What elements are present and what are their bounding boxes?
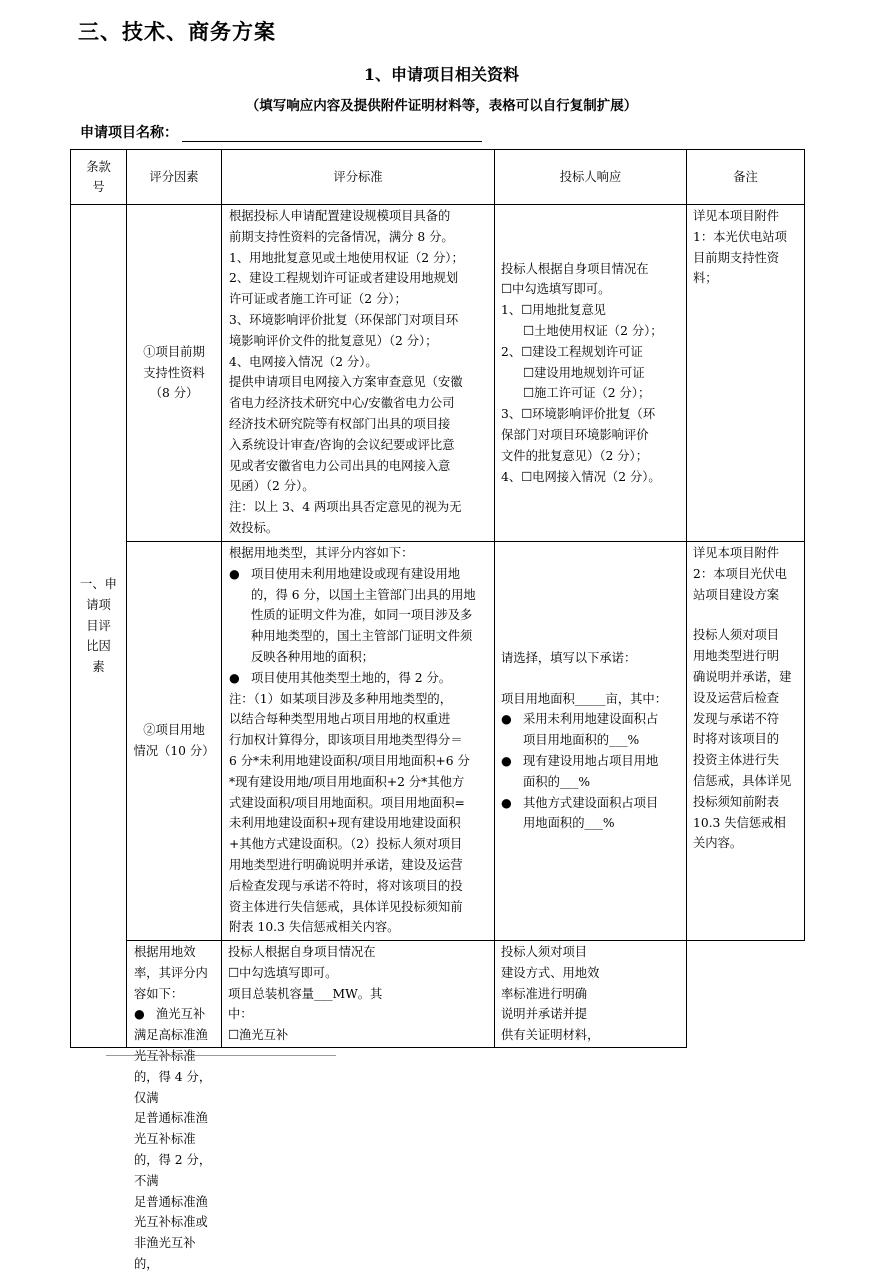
bullet-icon: ●: [134, 1007, 145, 1022]
response-line: 文件的批复意见）（2 分）；: [501, 448, 648, 463]
response-bullet-text: [523, 751, 680, 793]
standard-line: 入系统设计审查/咨询的会议纪要或评比意: [229, 437, 455, 452]
factor-text: [131, 342, 217, 404]
header-standard: 评分标准: [222, 150, 495, 205]
remarks-line: 说明并承诺并提: [501, 1007, 588, 1022]
factor-line: 支持性资料: [143, 365, 205, 380]
standard-bullet: [229, 668, 490, 689]
standard-bullet-line: 的，得 6 分，以国土主管部门出具的用地: [251, 587, 476, 602]
standard-bullets: [229, 564, 490, 689]
remarks-cell-preliminary: [687, 205, 805, 542]
standard-line: 根据投标人申请配置建设规模项目具备的: [229, 209, 451, 223]
standard-note-line: 行加权计算得分，即该项目用地类型得分＝: [229, 733, 463, 748]
standard-line: 见函）（2 分）。: [229, 479, 315, 494]
standard-line: 效投标。: [229, 520, 279, 535]
remarks-line: 投标须知前附表: [693, 794, 780, 809]
table-row: [71, 205, 805, 542]
table-row: [71, 941, 805, 1048]
standard-line: 注：以上 3、4 两项出具否定意见的视为无: [229, 500, 462, 515]
bullet-icon: ●: [501, 754, 512, 768]
table-header-row: [71, 150, 805, 205]
remarks-text: [501, 942, 680, 1046]
remarks-line: 详见本项目附件: [693, 546, 780, 560]
remarks-line: 供有关证明材料，: [501, 1028, 600, 1043]
response-bullets: [501, 709, 680, 834]
standard-line: 足普通标准渔光互补标准或非渔光互补的，: [134, 1194, 208, 1271]
response-line: 投标人根据自身项目情况在: [228, 945, 376, 959]
standard-bullet-line: 反映各种用地的面积；: [251, 649, 374, 664]
response-bullet-line: 面积的___%: [523, 774, 591, 789]
remarks-line: 目前期支持性资: [693, 250, 780, 265]
standard-note-line: 式建设面积/项目用地面积。项目用地面积=: [229, 795, 465, 810]
project-name-label: 申请项目名称：: [80, 125, 178, 141]
remarks-line: 1：本光伏电站项: [693, 229, 787, 244]
standard-bullet-line: 项目使用其他类型土地的，得 2 分。: [251, 670, 452, 685]
remarks-line: 站项目建设方案: [693, 587, 780, 602]
bullet-icon: ●: [501, 712, 512, 727]
document-title: 1、申请项目相关资料: [363, 65, 520, 84]
remarks-line: 2：本项目光伏电: [693, 566, 787, 581]
response-bullet-line: 现有建设用地占项目用地: [523, 754, 659, 768]
response-line: 3、☐环境影响评价批复（环: [501, 407, 656, 422]
remarks-line: 率标准进行明确: [501, 986, 588, 1001]
response-line: 项目总装机容量___MW。其: [228, 986, 383, 1001]
remarks-line: 投资主体进行失: [693, 753, 780, 768]
standard-line: 足普通标准渔光互补标准的，得 2 分，不满: [134, 1111, 212, 1188]
response-bullet-line: 采用未利用地建设面积占: [523, 712, 659, 727]
standard-note: [229, 689, 490, 939]
standard-bullet: [229, 564, 490, 668]
remarks-text: [693, 206, 798, 289]
clause-number-line: 比因: [86, 639, 111, 654]
standard-line: 4、电网接入情况（2 分）。: [229, 354, 378, 369]
response-line: 中：: [228, 1007, 253, 1022]
response-intro: 请选择，填写以下承诺：: [501, 650, 637, 665]
standard-line: 满足高标准渔光互补标准的，得 4 分，仅满: [134, 1028, 212, 1105]
response-line: ☐土地使用权证（2 分）；: [523, 324, 663, 338]
response-bullet-text: [523, 709, 680, 751]
response-line: 投标人根据自身项目情况在: [501, 261, 649, 276]
standard-note-line: 以结合每种类型用地占项目用地的权重进: [229, 712, 451, 727]
standard-note-line: 注：（1）如某项目涉及多种用地类型的，: [229, 691, 453, 706]
remarks-line: 投标人须对项目: [501, 945, 588, 959]
response-bullet: [501, 751, 680, 793]
response-bullet-line: 项目用地面积的___%: [523, 733, 640, 748]
page-footer-mark: [106, 1055, 336, 1062]
remarks-line: 用地类型进行明: [693, 649, 780, 664]
factor-cell-land-use: [127, 542, 222, 941]
response-line: ☐建设用地规划许可证: [523, 365, 645, 380]
standard-line: 境影响评价文件的批复意见）（2 分）；: [229, 333, 438, 348]
response-bullet-line: 用地面积的___%: [523, 816, 615, 831]
response-line: 1、☐用地批复意见: [501, 303, 606, 318]
response-cell-preliminary[interactable]: [495, 205, 687, 542]
remarks-line: 10.3 失信惩戒相: [693, 815, 786, 830]
response-line: ☐施工许可证（2 分）；: [523, 386, 651, 401]
factor-line: ①项目前期: [143, 344, 205, 359]
standard-note-line: +其他方式建设面积。（2）投标人须对项目: [229, 837, 463, 852]
standard-bullet-line: 项目使用未利用地建设或现有建设用地: [251, 566, 461, 581]
standard-cell-land-use: [222, 542, 495, 941]
bullet-icon: ●: [229, 566, 240, 581]
project-name-blank[interactable]: [182, 127, 482, 142]
standard-cell-preliminary: [222, 205, 495, 542]
standard-bullet-line: 种用地类型的，国土主管部门证明文件须: [251, 629, 473, 644]
standard-note-line: 6 分*未利用地建设面积/项目用地面积+6 分: [229, 753, 470, 768]
standard-note-line: 后检查发现与承诺不符时，将对该项目的投: [229, 878, 463, 893]
standard-intro: 根据用地效率，其评分内容如下：: [134, 945, 208, 1001]
response-bullet: [501, 709, 680, 751]
clause-number-text: [75, 574, 122, 678]
standard-line: 省电力经济技术研究中心/安徽省电力公司: [229, 396, 455, 411]
standard-intro: 根据用地类型，其评分内容如下：: [229, 546, 414, 560]
factor-line: 情况（10 分）: [133, 744, 215, 758]
standard-bullet-text: [251, 564, 490, 668]
response-line: ☐中勾选填写即可。: [501, 282, 611, 297]
remarks-line: 料；: [693, 271, 718, 286]
standard-line: 许可证或者施工许可证（2 分）；: [229, 292, 407, 307]
clause-number-line: 目评: [86, 618, 111, 633]
factor-text: [131, 720, 217, 762]
response-bullet: [501, 793, 680, 835]
response-text: [501, 259, 680, 488]
header-clause: [71, 150, 127, 205]
standard-note-line: *现有建设用地/项目用地面积+2 分*其他方: [229, 774, 465, 789]
bullet-icon: ●: [501, 795, 512, 810]
section-title: 三、技术、商务方案: [78, 19, 276, 44]
standard-line: 经济技术研究院等有权部门出具的项目接: [229, 416, 451, 431]
header-response: 投标人响应: [495, 150, 687, 205]
remarks-line: 时将对该项目的: [693, 732, 780, 747]
response-line: ☐渔光互补: [228, 1028, 289, 1043]
response-line: 2、☐建设工程规划许可证: [501, 344, 643, 359]
standard-bullet-text: [251, 668, 490, 689]
remarks-line: 设及运营后检查: [693, 690, 780, 705]
clause-number-line: 素: [92, 660, 105, 675]
standard-line: 2、建设工程规划许可证或者建设用地规划: [229, 271, 459, 286]
clause-number-line: 请项: [86, 597, 111, 612]
standard-line: 1、用地批复意见或土地使用权证（2 分）；: [229, 250, 464, 265]
standard-line: 前期支持性资料的完备情况，满分 8 分。: [229, 229, 454, 244]
remarks-line: 详见本项目附件: [693, 209, 780, 223]
standard-note-line: 资主体进行失信惩戒，具体详见投标须知前: [229, 899, 463, 914]
response-line: 4、☐电网接入情况（2 分）。: [501, 469, 661, 484]
standard-note-line: 附表 10.3 失信惩戒相关内容。: [229, 920, 400, 935]
clause-number-line: 一、申: [80, 577, 117, 591]
project-name-line: [80, 122, 482, 142]
standard-line: 见或者安徽省电力公司出具的电网接入意: [229, 458, 451, 473]
response-area-field[interactable]: 项目用地面积_____亩，其中：: [501, 691, 668, 706]
standard-bullet-line: 性质的证明文件为准，如同一项目涉及多: [251, 608, 473, 623]
remarks-cell-efficiency: [495, 941, 687, 1048]
response-bullet-line: 其他方式建设面积占项目: [523, 795, 659, 810]
remarks-line: 关内容。: [693, 836, 743, 851]
remarks-line: 确说明并承诺，建: [693, 669, 792, 684]
header-clause-line1: 条款: [86, 160, 111, 174]
remarks-line: 发现与承诺不符: [693, 711, 780, 726]
table-row: [71, 542, 805, 941]
standard-note-line: 未利用地建设面积+现有建设用地建设面积: [229, 816, 461, 831]
response-cell-land-use[interactable]: [495, 542, 687, 941]
standard-bullet: [134, 1004, 217, 1025]
standard-line: 3、环境影响评价批复（环保部门对项目环: [229, 312, 459, 327]
remarks-text: [693, 543, 798, 605]
remarks-line: 建设方式、用地效: [501, 965, 600, 980]
clause-number-cell: [71, 205, 127, 1048]
remarks-line: 投标人须对项目: [693, 628, 780, 643]
header-factor: 评分因素: [127, 150, 222, 205]
response-text: [228, 942, 488, 1046]
factor-cell-preliminary: [127, 205, 222, 542]
standard-bullet-text: 渔光互补: [156, 1007, 206, 1022]
standard-note-line: 用地类型进行明确说明并承诺，建设及运营: [229, 857, 463, 872]
scoring-table: [70, 149, 805, 1271]
bullet-icon: ●: [229, 670, 240, 685]
factor-line: ②项目用地: [143, 723, 205, 738]
remarks-cell-land-use: [687, 542, 805, 941]
response-cell-efficiency[interactable]: [222, 941, 495, 1048]
standard-line: 提供申请项目电网接入方案审查意见（安徽: [229, 375, 463, 390]
document-subtitle: （填写响应内容及提供附件证明材料等，表格可以自行复制扩展）: [245, 98, 638, 114]
header-clause-line2: 号: [92, 180, 105, 194]
remarks-line: 信惩戒，具体详见: [693, 773, 792, 788]
remarks-commitment-text: [693, 625, 798, 854]
factor-line: （8 分）: [149, 386, 199, 401]
standard-cell-efficiency: [127, 941, 222, 1271]
standard-text: [229, 206, 490, 539]
response-bullet-text: [523, 793, 680, 835]
response-line: 保部门对项目环境影响评价: [501, 427, 649, 442]
response-line: ☐中勾选填写即可。: [228, 965, 338, 980]
header-remarks: 备注: [687, 150, 805, 205]
